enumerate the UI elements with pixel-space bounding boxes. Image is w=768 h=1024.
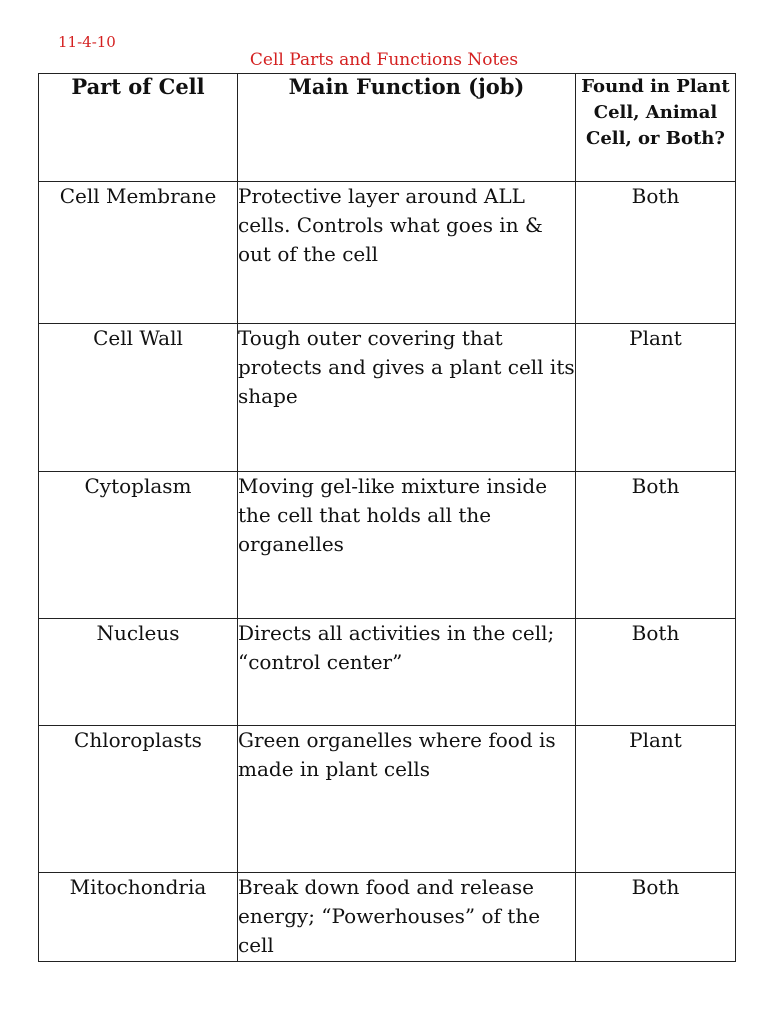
date: 11-4-10: [58, 33, 116, 51]
cell-found: Both: [576, 619, 736, 726]
cell-found: Both: [576, 182, 736, 324]
table-row: [39, 324, 736, 472]
header-row: [39, 74, 736, 182]
cell-part: Cell Wall: [39, 324, 238, 472]
cell-found: Plant: [576, 324, 736, 472]
cell-found: Plant: [576, 726, 736, 873]
cell-function: Break down food and release energy; “Powerhouses” of the cell: [238, 873, 576, 962]
cell-part: Cell Membrane: [39, 182, 238, 324]
page-title: [0, 50, 768, 70]
cell-function: Directs all activities in the cell; “control center”: [238, 619, 576, 726]
cell-function: Protective layer around ALL cells. Controls what goes in & out of the cell: [238, 182, 576, 324]
header-function: Main Function (job): [238, 74, 576, 182]
table-row: [39, 182, 736, 324]
table-row: [39, 873, 736, 962]
cell-part: Cytoplasm: [39, 472, 238, 619]
title-text: Cell Parts and Functions Notes: [249, 50, 519, 70]
cell-found: Both: [576, 472, 736, 619]
cell-part: Mitochondria: [39, 873, 238, 962]
cell-found: Both: [576, 873, 736, 962]
cell-function: Green organelles where food is made in plant cells: [238, 726, 576, 873]
table-row: [39, 472, 736, 619]
cell-function: Moving gel-like mixture inside the cell that holds all the organelles: [238, 472, 576, 619]
cell-function: Tough outer covering that protects and gives a plant cell its shape: [238, 324, 576, 472]
header-found: Found in Plant Cell, Animal Cell, or Both?: [576, 74, 736, 182]
table-row: [39, 726, 736, 873]
cell-part: Nucleus: [39, 619, 238, 726]
cell-part: Chloroplasts: [39, 726, 238, 873]
cell-parts-table: [38, 73, 736, 962]
table-row: [39, 619, 736, 726]
header-part: Part of Cell: [39, 74, 238, 182]
